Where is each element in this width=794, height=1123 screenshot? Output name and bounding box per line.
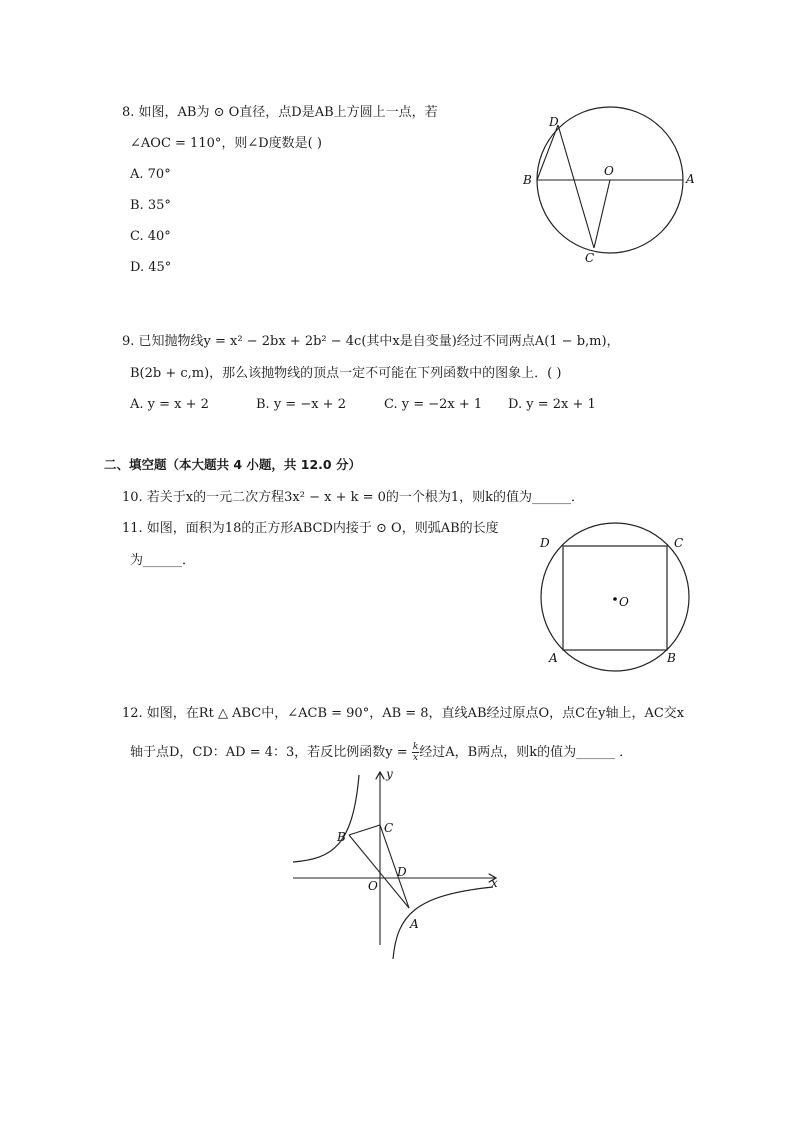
q8-segment-bd bbox=[537, 125, 558, 180]
q12-stem-line2 bbox=[130, 742, 632, 763]
q8-option-a[interactable]: A. 70° bbox=[130, 167, 171, 182]
q11-stem-line2: 为______． bbox=[130, 553, 196, 568]
q12-label-o: O bbox=[368, 879, 378, 893]
q12-stem-line1: 12. 如图，在Rt △ ABC中，∠ACB = 90°，AB = 8，直线AB经过原点O，点C在y轴上，AC交x bbox=[122, 706, 685, 721]
q12-label-d: D bbox=[397, 865, 407, 879]
q8-label-d: D bbox=[549, 115, 559, 129]
q8-segment-dc bbox=[558, 125, 594, 248]
section-title: 二、填空题（本大题共 4 小题，共 12.0 分） bbox=[104, 457, 361, 472]
q8-label-a: A bbox=[686, 172, 695, 186]
q8-circle-figure bbox=[510, 105, 700, 265]
q8-option-b[interactable]: B. 35° bbox=[130, 198, 171, 213]
q12-label-b: B bbox=[337, 830, 346, 844]
q8-option-d[interactable]: D. 45° bbox=[130, 260, 172, 275]
q8-label-b: B bbox=[523, 173, 532, 187]
q9-stem-line2: B(2b + c,m)，那么该抛物线的顶点一定不可能在下列函数中的图象上．( ) bbox=[130, 366, 562, 381]
q9-option-b[interactable]: B. y = −x + 2 bbox=[256, 397, 346, 412]
q12-line2-post: 经过A，B两点，则k的值为______ ． bbox=[419, 745, 633, 760]
q11-stem-line1: 11. 如图，面积为18的正方形ABCD内接于 ⊙ O，则弧AB的长度 bbox=[122, 521, 499, 536]
q12-hyperbola-figure bbox=[285, 765, 515, 965]
q8-option-c[interactable]: C. 40° bbox=[130, 229, 171, 244]
q8-segment-oc bbox=[594, 180, 610, 248]
q12-segment-bc bbox=[349, 825, 380, 835]
q11-label-c: C bbox=[674, 536, 684, 550]
q12-label-x: x bbox=[491, 876, 498, 890]
q11-label-o: O bbox=[619, 595, 629, 609]
q8-stem-line2: ∠AOC = 110°，则∠D度数是( ) bbox=[130, 136, 322, 151]
q8-label-c: C bbox=[585, 251, 595, 265]
q11-square-figure bbox=[528, 522, 708, 672]
q12-label-a: A bbox=[410, 917, 419, 931]
q12-fraction-den: x bbox=[413, 753, 419, 763]
q8-stem-line1: 8. 如图，AB为 ⊙ O直径，点D是AB上方圆上一点，若 bbox=[122, 105, 438, 120]
q11-label-b: B bbox=[667, 651, 676, 665]
q9-stem-line1: 9. 已知抛物线y = x² − 2bx + 2b² − 4c(其中x是自变量)经过不同两点A(1 − b,m)， bbox=[122, 334, 620, 349]
q11-center-dot bbox=[613, 597, 617, 601]
q10-stem: 10. 若关于x的一元二次方程3x² − x + k = 0的一个根为1，则k的值为______． bbox=[122, 490, 585, 505]
q9-option-a[interactable]: A. y = x + 2 bbox=[130, 397, 209, 412]
q9-option-c[interactable]: C. y = −2x + 1 bbox=[384, 397, 483, 412]
q9-option-d[interactable]: D. y = 2x + 1 bbox=[508, 397, 596, 412]
q12-hyperbola-upper-left bbox=[293, 775, 359, 862]
q11-label-a: A bbox=[549, 651, 558, 665]
q12-label-c: C bbox=[384, 821, 394, 835]
q8-label-o: O bbox=[604, 164, 614, 178]
q12-fraction-num: k bbox=[412, 742, 419, 752]
q12-label-y: y bbox=[386, 767, 393, 781]
q12-hyperbola-lower-right bbox=[393, 887, 493, 959]
q12-line2-pre: 轴于点D，CD：AD = 4：3，若反比例函数y = bbox=[130, 745, 412, 760]
q11-label-d: D bbox=[540, 536, 550, 550]
